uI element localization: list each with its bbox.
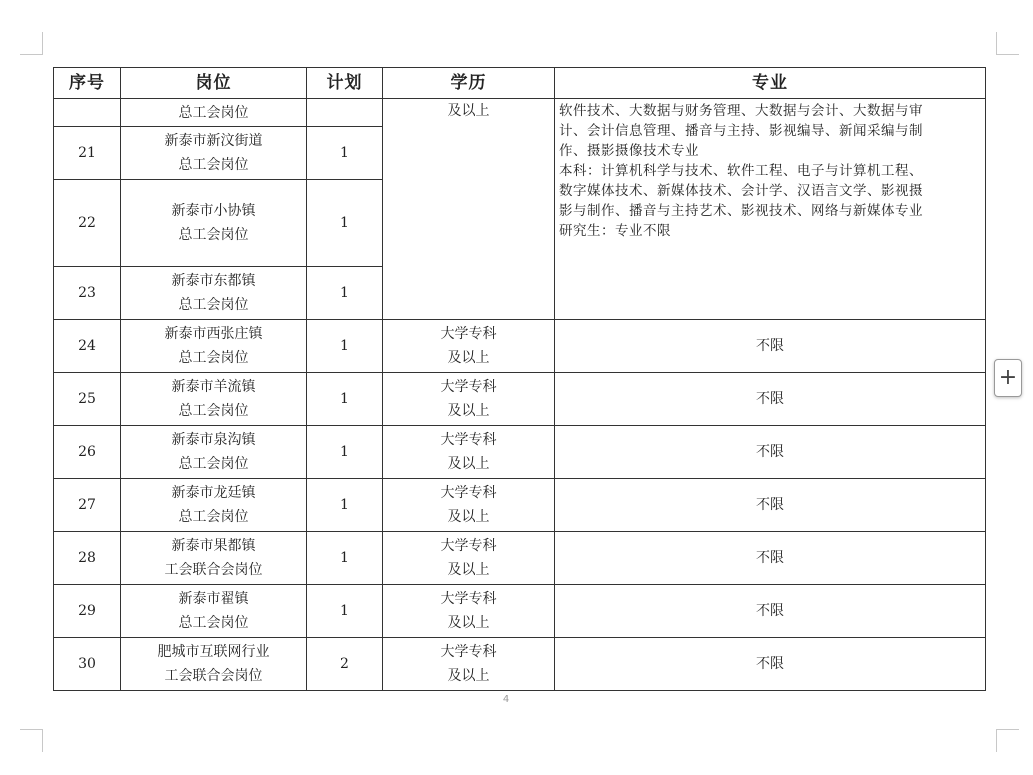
cell-major: 不限	[555, 532, 986, 585]
education-line: 大学专科	[440, 538, 497, 554]
cell-education	[383, 479, 555, 532]
education-line: 及以上	[447, 350, 490, 366]
post-line: 新泰市果都镇	[171, 538, 256, 554]
cell-no: 23	[54, 267, 121, 320]
table-row-continued	[54, 99, 986, 127]
cell-plan	[307, 99, 383, 127]
cell-major: 不限	[555, 373, 986, 426]
cell-plan: 1	[307, 426, 383, 479]
cell-no: 28	[54, 532, 121, 585]
post-line: 新泰市西张庄镇	[164, 326, 263, 342]
post-line: 新泰市泉沟镇	[171, 432, 256, 448]
post-line: 新泰市小协镇	[171, 203, 256, 219]
post-line: 新泰市新汶街道	[164, 133, 263, 149]
cell-post	[121, 320, 307, 373]
cell-no: 29	[54, 585, 121, 638]
page-number: 4	[502, 694, 510, 705]
cell-education	[383, 638, 555, 691]
major-line: 计、会计信息管理、播音与主持、影视编导、新闻采编与制	[559, 123, 923, 139]
cell-plan: 1	[307, 532, 383, 585]
table-row	[54, 479, 986, 532]
post-line: 总工会岗位	[178, 509, 249, 525]
post-line: 肥城市互联网行业	[157, 644, 270, 660]
cell-education	[383, 585, 555, 638]
cell-no: 25	[54, 373, 121, 426]
post-line: 工会联合会岗位	[164, 668, 263, 684]
cell-post	[121, 479, 307, 532]
positions-table	[53, 67, 986, 691]
cell-major: 不限	[555, 638, 986, 691]
cell-major: 不限	[555, 585, 986, 638]
cell-post	[121, 373, 307, 426]
cell-plan: 1	[307, 373, 383, 426]
header-major: 专业	[555, 68, 986, 99]
post-line: 工会联合会岗位	[164, 562, 263, 578]
major-line: 作、摄影摄像技术专业	[559, 143, 699, 159]
major-line: 数字媒体技术、新媒体技术、会计学、汉语言文学、影视摄	[559, 183, 923, 199]
table-row	[54, 373, 986, 426]
header-no: 序号	[54, 68, 121, 99]
cell-no	[54, 99, 121, 127]
cell-plan: 1	[307, 479, 383, 532]
cell-plan: 2	[307, 638, 383, 691]
cell-no: 24	[54, 320, 121, 373]
education-line: 大学专科	[440, 485, 497, 501]
post-line: 总工会岗位	[178, 227, 249, 243]
table-row	[54, 585, 986, 638]
table-row	[54, 320, 986, 373]
post-line: 新泰市翟镇	[178, 591, 249, 607]
cell-education-merged: 及以上	[383, 99, 555, 320]
crop-mark-bottom-left	[20, 729, 43, 752]
education-line: 大学专科	[440, 326, 497, 342]
zoom-in-button[interactable]: +	[994, 359, 1022, 397]
major-line: 软件技术、大数据与财务管理、大数据与会计、大数据与审	[559, 103, 923, 119]
cell-plan: 1	[307, 585, 383, 638]
post-line: 新泰市龙廷镇	[171, 485, 256, 501]
major-line: 研究生：专业不限	[559, 223, 671, 239]
post-line: 总工会岗位	[178, 615, 249, 631]
cell-education	[383, 426, 555, 479]
crop-mark-top-left	[20, 32, 43, 55]
table-row	[54, 426, 986, 479]
cell-no: 26	[54, 426, 121, 479]
education-line: 大学专科	[440, 379, 497, 395]
cell-plan: 1	[307, 320, 383, 373]
cell-major: 不限	[555, 479, 986, 532]
crop-mark-top-right	[996, 32, 1019, 55]
cell-post	[121, 180, 307, 267]
education-line: 大学专科	[440, 644, 497, 660]
post-line: 总工会岗位	[178, 297, 249, 313]
education-line: 及以上	[447, 615, 490, 631]
post-line: 总工会岗位	[178, 350, 249, 366]
cell-plan: 1	[307, 127, 383, 180]
education-line: 及以上	[447, 403, 490, 419]
education-line: 及以上	[447, 456, 490, 472]
header-education: 学历	[383, 68, 555, 99]
education-line: 大学专科	[440, 591, 497, 607]
education-line: 大学专科	[440, 432, 497, 448]
major-line: 影与制作、播音与主持艺术、影视技术、网络与新媒体专业	[559, 203, 923, 219]
cell-post	[121, 127, 307, 180]
table-header-row	[54, 68, 986, 99]
cell-education	[383, 532, 555, 585]
cell-education	[383, 373, 555, 426]
cell-post	[121, 267, 307, 320]
education-line: 及以上	[447, 509, 490, 525]
table-row	[54, 638, 986, 691]
post-line: 总工会岗位	[178, 403, 249, 419]
header-post: 岗位	[121, 68, 307, 99]
cell-post: 总工会岗位	[121, 99, 307, 127]
cell-no: 27	[54, 479, 121, 532]
cell-post	[121, 638, 307, 691]
cell-no: 30	[54, 638, 121, 691]
post-line: 总工会岗位	[178, 157, 249, 173]
cell-post	[121, 532, 307, 585]
post-line: 新泰市羊流镇	[171, 379, 256, 395]
table-row	[54, 532, 986, 585]
cell-major: 不限	[555, 320, 986, 373]
cell-post	[121, 426, 307, 479]
cell-no: 21	[54, 127, 121, 180]
cell-education	[383, 320, 555, 373]
cell-major-merged	[555, 99, 986, 320]
cell-major: 不限	[555, 426, 986, 479]
education-line: 及以上	[447, 562, 490, 578]
cell-post	[121, 585, 307, 638]
major-line: 本科：计算机科学与技术、软件工程、电子与计算机工程、	[559, 163, 923, 179]
cell-plan: 1	[307, 180, 383, 267]
education-line: 及以上	[447, 668, 490, 684]
cell-plan: 1	[307, 267, 383, 320]
crop-mark-bottom-right	[996, 729, 1019, 752]
header-plan: 计划	[307, 68, 383, 99]
post-line: 总工会岗位	[178, 456, 249, 472]
post-line: 新泰市东都镇	[171, 273, 256, 289]
cell-no: 22	[54, 180, 121, 267]
